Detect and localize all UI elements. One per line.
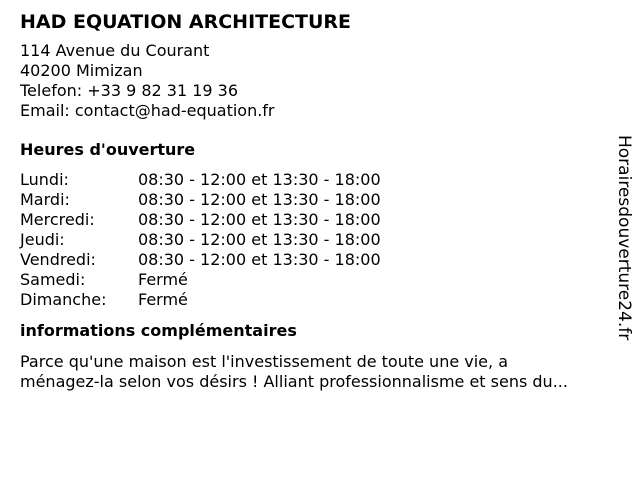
- info-description: [20, 352, 620, 392]
- watermark-site-name: Horairesdouverture24.fr: [614, 135, 634, 341]
- day-hours: 08:30 - 12:00 et 13:30 - 18:00: [138, 250, 381, 269]
- hours-row-sunday: [20, 290, 620, 310]
- business-name: HAD EQUATION ARCHITECTURE: [20, 11, 352, 33]
- day-label: Mardi:: [20, 190, 70, 209]
- business-card: [20, 10, 620, 392]
- info-text-line: Parce qu'une maison est l'investissement de toute une vie, a: [20, 352, 508, 371]
- hours-row-friday: [20, 250, 620, 270]
- day-hours: 08:30 - 12:00 et 13:30 - 18:00: [138, 170, 381, 189]
- hours-row-thursday: [20, 230, 620, 250]
- phone-number: Telefon: +33 9 82 31 19 36: [20, 81, 239, 100]
- hours-heading: Heures d'ouverture: [20, 140, 196, 159]
- day-label: Mercredi:: [20, 210, 95, 229]
- address-street: 114 Avenue du Courant: [20, 41, 210, 60]
- day-hours: Fermé: [138, 290, 188, 309]
- day-label: Vendredi:: [20, 250, 96, 269]
- hours-row-monday: [20, 170, 620, 190]
- hours-row-wednesday: [20, 210, 620, 230]
- hours-row-tuesday: [20, 190, 620, 210]
- info-text-line: ménagez-la selon vos désirs ! Alliant professionnalisme et sens du...: [20, 372, 568, 391]
- email-address: Email: contact@had-equation.fr: [20, 101, 275, 120]
- day-label: Lundi:: [20, 170, 69, 189]
- hours-table: [20, 170, 620, 310]
- day-label: Samedi:: [20, 270, 86, 289]
- day-hours: 08:30 - 12:00 et 13:30 - 18:00: [138, 230, 381, 249]
- address-city: 40200 Mimizan: [20, 61, 143, 80]
- hours-row-saturday: [20, 270, 620, 290]
- day-hours: Fermé: [138, 270, 188, 289]
- day-hours: 08:30 - 12:00 et 13:30 - 18:00: [138, 210, 381, 229]
- day-label: Jeudi:: [20, 230, 65, 249]
- day-label: Dimanche:: [20, 290, 107, 309]
- info-heading: informations complémentaires: [20, 321, 297, 340]
- day-hours: 08:30 - 12:00 et 13:30 - 18:00: [138, 190, 381, 209]
